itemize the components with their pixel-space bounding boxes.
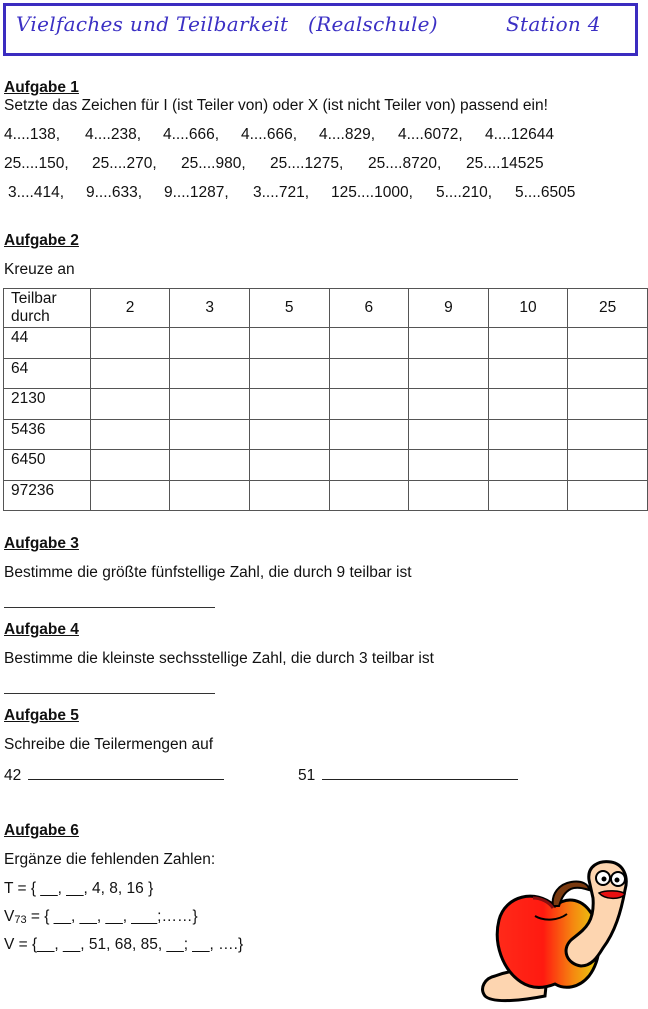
answer-cell[interactable] [170,419,250,450]
table-row [4,450,648,481]
answer-cell[interactable] [170,328,250,359]
row-label: 2130 [4,389,91,420]
corner-cell [4,289,91,328]
table-row [4,480,648,511]
row-label: 97236 [4,480,91,511]
exercise-item: 4....666, [163,126,220,143]
answer-cell[interactable] [90,358,170,389]
task6-line-divisor-set [4,880,153,898]
task5-item-51 [298,765,518,785]
table-header-row [4,289,648,328]
answer-cell[interactable] [568,419,648,450]
exercise-item: 25....8720, [368,155,442,172]
task2-instruction: Kreuze an [4,261,75,278]
table-row [4,328,648,359]
task3-heading: Aufgabe 3 [4,535,79,552]
table-row [4,358,648,389]
divisor-set-answer-line[interactable] [28,765,224,780]
exercise-item: 9....1287, [164,184,229,201]
answer-cell[interactable] [329,389,409,420]
answer-cell[interactable] [249,328,329,359]
task6-line-multiple-set-73 [4,908,198,926]
column-header: 5 [249,289,329,328]
exercise-item: 125....1000, [331,184,413,201]
answer-cell[interactable] [170,480,250,511]
set-prefix: V [4,936,15,953]
set-index: 73 [14,914,27,926]
answer-cell[interactable] [329,419,409,450]
task1-row-3 [8,184,575,202]
column-header: 2 [90,289,170,328]
exercise-item: 3....721, [253,184,310,201]
answer-cell[interactable] [329,358,409,389]
answer-cell[interactable] [90,328,170,359]
answer-cell[interactable] [568,480,648,511]
task1-instruction: Setzte das Zeichen für I (ist Teiler von) oder X (ist nicht Teiler von) passend ein! [4,97,548,114]
answer-cell[interactable] [249,389,329,420]
row-label: 6450 [4,450,91,481]
divisor-set-label: 51 [298,767,316,784]
table-row [4,389,648,420]
answer-cell[interactable] [170,358,250,389]
row-label: 44 [4,328,91,359]
set-expression: = {__, __, 51, 68, 85, __; __, ….} [14,936,244,953]
task3-instruction: Bestimme die größte fünfstellige Zahl, die durch 9 teilbar ist [4,564,412,581]
task2-heading: Aufgabe 2 [4,232,79,249]
worm-apple-illustration [475,858,635,1004]
answer-cell[interactable] [90,480,170,511]
column-header: 3 [170,289,250,328]
set-expression: = { __, __, 4, 8, 16 } [13,880,154,897]
corner-line-2: durch [11,308,50,325]
task5-heading: Aufgabe 5 [4,707,79,724]
task6-instruction: Ergänze die fehlenden Zahlen: [4,851,216,868]
exercise-item: 4....666, [241,126,298,143]
answer-cell[interactable] [90,450,170,481]
answer-cell[interactable] [170,389,250,420]
answer-cell[interactable] [249,480,329,511]
task6-line-multiple-set [4,936,243,954]
answer-cell[interactable] [249,419,329,450]
answer-cell[interactable] [90,419,170,450]
answer-cell[interactable] [249,358,329,389]
answer-cell[interactable] [568,358,648,389]
exercise-item: 4....12644 [485,126,554,143]
exercise-item: 4....6072, [398,126,463,143]
answer-cell[interactable] [409,419,489,450]
exercise-item: 9....633, [86,184,143,201]
answer-cell[interactable] [329,328,409,359]
answer-cell[interactable] [90,389,170,420]
answer-cell[interactable] [249,450,329,481]
exercise-item: 25....150, [4,155,69,172]
answer-cell[interactable] [409,389,489,420]
answer-cell[interactable] [568,389,648,420]
column-header: 10 [488,289,568,328]
answer-cell[interactable] [409,328,489,359]
answer-cell[interactable] [568,328,648,359]
set-prefix: V [4,908,15,925]
divisor-set-label: 42 [4,767,22,784]
task1-row-2 [4,155,544,173]
exercise-item: 5....210, [436,184,493,201]
answer-cell[interactable] [488,389,568,420]
exercise-item: 25....270, [92,155,157,172]
answer-cell[interactable] [409,358,489,389]
set-expression: = { __, __, __, ___;……} [26,908,198,925]
task4-answer-line[interactable] [4,679,215,694]
answer-cell[interactable] [488,419,568,450]
column-header: 25 [568,289,648,328]
answer-cell[interactable] [409,450,489,481]
exercise-item: 4....238, [85,126,142,143]
answer-cell[interactable] [170,450,250,481]
row-label: 5436 [4,419,91,450]
exercise-item: 25....14525 [466,155,544,172]
exercise-item: 3....414, [8,184,65,201]
answer-cell[interactable] [488,358,568,389]
divisibility-table [3,288,648,511]
answer-cell[interactable] [329,480,409,511]
exercise-item: 25....980, [181,155,246,172]
task4-instruction: Bestimme die kleinste sechsstellige Zahl, die durch 3 teilbar ist [4,650,434,667]
answer-cell[interactable] [488,328,568,359]
corner-line-1: Teilbar [11,290,57,307]
exercise-item: 5....6505 [515,184,576,201]
station-label: Station 4 [506,12,601,36]
worm-apple-icon [475,858,635,1004]
set-prefix: T [4,880,14,897]
task4-heading: Aufgabe 4 [4,621,79,638]
task3-answer-line[interactable] [4,593,215,608]
column-header: 9 [409,289,489,328]
exercise-item: 25....1275, [270,155,344,172]
table-row [4,419,648,450]
divisor-set-answer-line[interactable] [322,765,518,780]
task5-item-42 [4,765,224,785]
task1-row-1 [4,126,554,144]
answer-cell[interactable] [329,450,409,481]
answer-cell[interactable] [568,450,648,481]
worksheet-level: (Realschule) [308,12,438,36]
exercise-item: 4....829, [319,126,376,143]
answer-cell[interactable] [488,450,568,481]
task6-heading: Aufgabe 6 [4,822,79,839]
answer-cell[interactable] [488,480,568,511]
task5-instruction: Schreibe die Teilermengen auf [4,736,214,753]
answer-cell[interactable] [409,480,489,511]
worksheet-title: Vielfaches und Teilbarkeit [16,12,289,36]
exercise-item: 4....138, [4,126,61,143]
row-label: 64 [4,358,91,389]
task1-heading: Aufgabe 1 [4,79,79,96]
column-header: 6 [329,289,409,328]
